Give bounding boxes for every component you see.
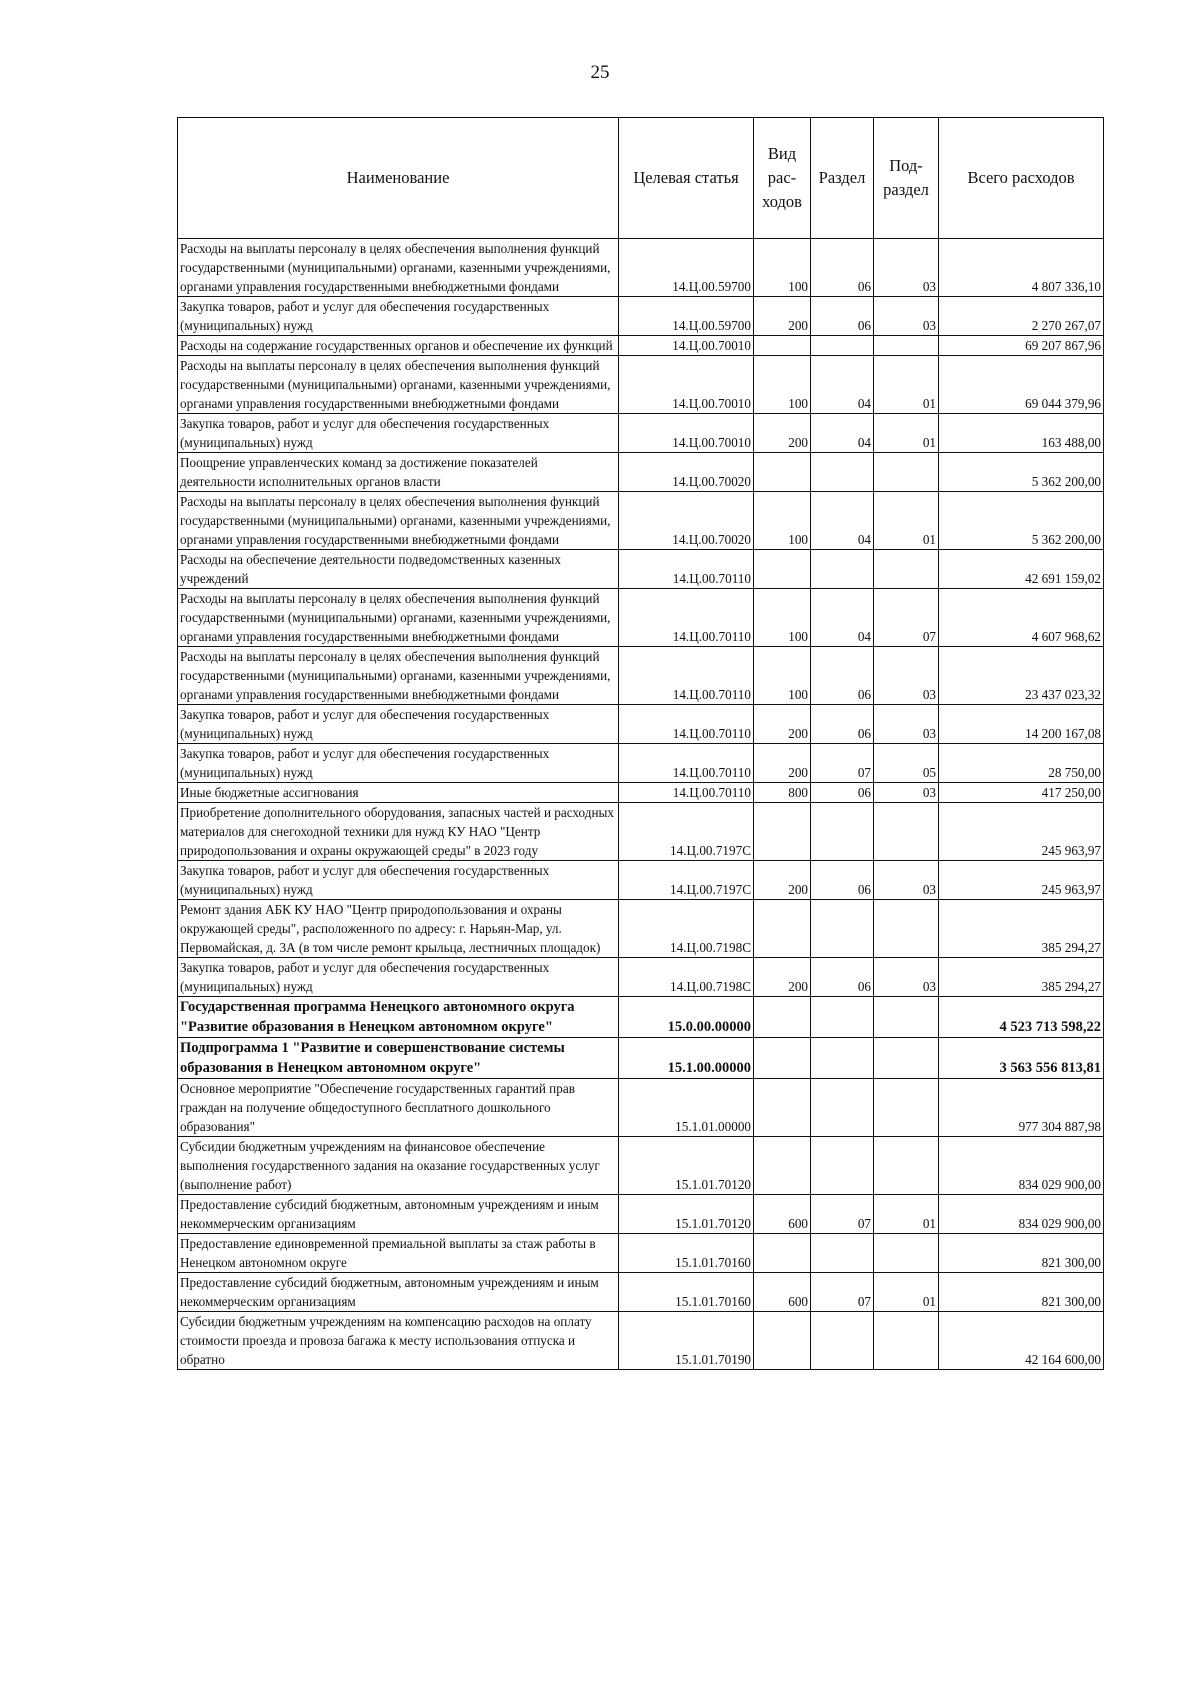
row-name: Основное мероприятие "Обеспечение государственных гарантий прав граждан на получение общедоступного бесплатного дошкольного образования" <box>178 1079 619 1137</box>
row-total: 5 362 200,00 <box>939 453 1104 492</box>
row-name: Иные бюджетные ассигнования <box>178 783 619 803</box>
table-row <box>178 356 1104 414</box>
row-subsection <box>874 1312 939 1370</box>
row-section: 06 <box>811 647 874 705</box>
row-name: Субсидии бюджетным учреждениям на финансовое обеспечение выполнения государственного задания на оказание государственных услуг (выполнение работ) <box>178 1137 619 1195</box>
row-total: 14 200 167,08 <box>939 705 1104 744</box>
row-expense-type: 100 <box>754 239 811 297</box>
row-total: 245 963,97 <box>939 861 1104 900</box>
row-section <box>811 1038 874 1079</box>
row-section <box>811 900 874 958</box>
row-subsection: 03 <box>874 647 939 705</box>
row-name: Закупка товаров, работ и услуг для обеспечения государственных (муниципальных) нужд <box>178 414 619 453</box>
table-row <box>178 705 1104 744</box>
row-total: 42 164 600,00 <box>939 1312 1104 1370</box>
row-subsection: 01 <box>874 1273 939 1312</box>
row-total: 4 607 968,62 <box>939 589 1104 647</box>
row-subsection <box>874 453 939 492</box>
table-header-row <box>178 118 1104 239</box>
row-subsection: 03 <box>874 861 939 900</box>
header-total: Всего расходов <box>939 118 1104 239</box>
row-total: 834 029 900,00 <box>939 1195 1104 1234</box>
row-target-article: 14.Ц.00.70020 <box>619 492 754 550</box>
row-total: 28 750,00 <box>939 744 1104 783</box>
row-subsection <box>874 803 939 861</box>
row-expense-type <box>754 336 811 356</box>
row-expense-type: 200 <box>754 744 811 783</box>
row-expense-type <box>754 453 811 492</box>
row-section: 06 <box>811 861 874 900</box>
row-subsection <box>874 1079 939 1137</box>
row-section: 04 <box>811 356 874 414</box>
row-name: Закупка товаров, работ и услуг для обеспечения государственных (муниципальных) нужд <box>178 705 619 744</box>
table-row <box>178 297 1104 336</box>
row-target-article: 14.Ц.00.70110 <box>619 589 754 647</box>
row-section: 06 <box>811 239 874 297</box>
row-section <box>811 1234 874 1273</box>
row-section: 04 <box>811 414 874 453</box>
row-name: Подпрограмма 1 "Развитие и совершенствование системы образования в Ненецком автономном округе" <box>178 1038 619 1079</box>
row-expense-type <box>754 900 811 958</box>
row-expense-type: 600 <box>754 1195 811 1234</box>
row-section <box>811 336 874 356</box>
table-row <box>178 647 1104 705</box>
row-target-article: 15.1.01.70120 <box>619 1137 754 1195</box>
row-name: Ремонт здания АБК КУ НАО "Центр природопользования и охраны окружающей среды", расположенного по адресу: г. Нарьян-Мар, ул. Первомайская, д. 3А (в том числе ремонт крыльца, лестничных площадок) <box>178 900 619 958</box>
row-subsection: 03 <box>874 297 939 336</box>
row-name: Поощрение управленческих команд за достижение показателей деятельности исполнительных органов власти <box>178 453 619 492</box>
row-total: 42 691 159,02 <box>939 550 1104 589</box>
row-target-article: 14.Ц.00.70110 <box>619 744 754 783</box>
table-row <box>178 1273 1104 1312</box>
row-section: 07 <box>811 744 874 783</box>
row-total: 977 304 887,98 <box>939 1079 1104 1137</box>
row-expense-type <box>754 1079 811 1137</box>
row-total: 69 207 867,96 <box>939 336 1104 356</box>
row-subsection <box>874 997 939 1038</box>
row-expense-type: 200 <box>754 297 811 336</box>
row-subsection: 07 <box>874 589 939 647</box>
row-total: 5 362 200,00 <box>939 492 1104 550</box>
table-row <box>178 453 1104 492</box>
row-name: Приобретение дополнительного оборудования, запасных частей и расходных материалов для снегоходной техники для нужд КУ НАО "Центр природопользования и охраны окружающей среды" в 2023 году <box>178 803 619 861</box>
row-total: 163 488,00 <box>939 414 1104 453</box>
row-subsection: 03 <box>874 239 939 297</box>
row-subsection: 03 <box>874 958 939 997</box>
row-target-article: 14.Ц.00.70010 <box>619 336 754 356</box>
row-subsection <box>874 1234 939 1273</box>
row-section: 07 <box>811 1195 874 1234</box>
row-expense-type: 100 <box>754 356 811 414</box>
row-subsection <box>874 550 939 589</box>
row-target-article: 15.1.01.70160 <box>619 1234 754 1273</box>
table-row <box>178 414 1104 453</box>
row-target-article: 14.Ц.00.70110 <box>619 783 754 803</box>
table-row <box>178 958 1104 997</box>
table-row <box>178 589 1104 647</box>
row-subsection: 01 <box>874 414 939 453</box>
row-name: Государственная программа Ненецкого автономного округа "Развитие образования в Ненецком автономном округе" <box>178 997 619 1038</box>
row-target-article: 14.Ц.00.7198С <box>619 958 754 997</box>
row-section <box>811 803 874 861</box>
table-row <box>178 783 1104 803</box>
row-expense-type <box>754 1234 811 1273</box>
row-name: Закупка товаров, работ и услуг для обеспечения государственных (муниципальных) нужд <box>178 861 619 900</box>
row-target-article: 15.0.00.00000 <box>619 997 754 1038</box>
table-row <box>178 1038 1104 1079</box>
row-total: 417 250,00 <box>939 783 1104 803</box>
table-row <box>178 239 1104 297</box>
row-name: Предоставление субсидий бюджетным, автономным учреждениям и иным некоммерческим организациям <box>178 1195 619 1234</box>
row-target-article: 15.1.00.00000 <box>619 1038 754 1079</box>
row-total: 3 563 556 813,81 <box>939 1038 1104 1079</box>
row-target-article: 14.Ц.00.70010 <box>619 414 754 453</box>
row-total: 385 294,27 <box>939 958 1104 997</box>
row-section: 06 <box>811 705 874 744</box>
row-name: Расходы на выплаты персоналу в целях обеспечения выполнения функций государственными (муниципальными) органами, казенными учреждениями, органами управления государственными внебюджетными фондами <box>178 239 619 297</box>
table-row <box>178 1234 1104 1273</box>
row-total: 2 270 267,07 <box>939 297 1104 336</box>
header-subsection: Под- раздел <box>874 118 939 239</box>
row-name: Расходы на выплаты персоналу в целях обеспечения выполнения функций государственными (муниципальными) органами, казенными учреждениями, органами управления государственными внебюджетными фондами <box>178 647 619 705</box>
row-expense-type <box>754 1038 811 1079</box>
header-target-article: Целевая статья <box>619 118 754 239</box>
row-subsection <box>874 1038 939 1079</box>
row-expense-type: 100 <box>754 589 811 647</box>
row-name: Закупка товаров, работ и услуг для обеспечения государственных (муниципальных) нужд <box>178 297 619 336</box>
row-total: 821 300,00 <box>939 1234 1104 1273</box>
row-subsection: 01 <box>874 356 939 414</box>
row-name: Расходы на выплаты персоналу в целях обеспечения выполнения функций государственными (муниципальными) органами, казенными учреждениями, органами управления государственными внебюджетными фондами <box>178 492 619 550</box>
row-target-article: 15.1.01.00000 <box>619 1079 754 1137</box>
row-total: 23 437 023,32 <box>939 647 1104 705</box>
table-row <box>178 336 1104 356</box>
row-expense-type <box>754 803 811 861</box>
row-name: Предоставление единовременной премиальной выплаты за стаж работы в Ненецком автономном округе <box>178 1234 619 1273</box>
table-row <box>178 1079 1104 1137</box>
budget-table <box>177 117 1104 1370</box>
row-subsection: 05 <box>874 744 939 783</box>
row-name: Расходы на выплаты персоналу в целях обеспечения выполнения функций государственными (муниципальными) органами, казенными учреждениями, органами управления государственными внебюджетными фондами <box>178 589 619 647</box>
row-target-article: 14.Ц.00.70020 <box>619 453 754 492</box>
table-row <box>178 997 1104 1038</box>
table-row <box>178 550 1104 589</box>
row-target-article: 14.Ц.00.70110 <box>619 550 754 589</box>
row-total: 4 807 336,10 <box>939 239 1104 297</box>
row-subsection: 03 <box>874 783 939 803</box>
row-expense-type <box>754 1312 811 1370</box>
row-target-article: 14.Ц.00.59700 <box>619 297 754 336</box>
row-target-article: 15.1.01.70190 <box>619 1312 754 1370</box>
row-subsection: 03 <box>874 705 939 744</box>
row-section <box>811 550 874 589</box>
row-total: 4 523 713 598,22 <box>939 997 1104 1038</box>
row-name: Предоставление субсидий бюджетным, автономным учреждениям и иным некоммерческим организациям <box>178 1273 619 1312</box>
row-section: 07 <box>811 1273 874 1312</box>
table-row <box>178 1312 1104 1370</box>
row-expense-type: 200 <box>754 414 811 453</box>
table-row <box>178 803 1104 861</box>
row-name: Расходы на выплаты персоналу в целях обеспечения выполнения функций государственными (муниципальными) органами, казенными учреждениями, органами управления государственными внебюджетными фондами <box>178 356 619 414</box>
page-number: 25 <box>590 62 610 83</box>
row-target-article: 14.Ц.00.7197С <box>619 861 754 900</box>
row-section: 04 <box>811 589 874 647</box>
row-subsection <box>874 900 939 958</box>
row-expense-type <box>754 1137 811 1195</box>
row-total: 245 963,97 <box>939 803 1104 861</box>
row-expense-type: 100 <box>754 492 811 550</box>
table-row <box>178 492 1104 550</box>
row-name: Расходы на содержание государственных органов и обеспечение их функций <box>178 336 619 356</box>
row-total: 385 294,27 <box>939 900 1104 958</box>
row-subsection <box>874 1137 939 1195</box>
row-target-article: 14.Ц.00.70110 <box>619 647 754 705</box>
table-row <box>178 744 1104 783</box>
row-name: Расходы на обеспечение деятельности подведомственных казенных учреждений <box>178 550 619 589</box>
row-section <box>811 997 874 1038</box>
row-section <box>811 1137 874 1195</box>
row-expense-type <box>754 550 811 589</box>
table-row <box>178 1195 1104 1234</box>
row-target-article: 14.Ц.00.7197С <box>619 803 754 861</box>
row-expense-type: 200 <box>754 861 811 900</box>
row-name: Закупка товаров, работ и услуг для обеспечения государственных (муниципальных) нужд <box>178 958 619 997</box>
row-expense-type: 200 <box>754 705 811 744</box>
table-row <box>178 900 1104 958</box>
row-section <box>811 453 874 492</box>
table-row <box>178 861 1104 900</box>
row-section: 04 <box>811 492 874 550</box>
row-target-article: 15.1.01.70160 <box>619 1273 754 1312</box>
row-expense-type <box>754 997 811 1038</box>
row-section <box>811 1079 874 1137</box>
row-name: Субсидии бюджетным учреждениям на компенсацию расходов на оплату стоимости проезда и провоза багажа к месту использования отпуска и обратно <box>178 1312 619 1370</box>
row-name: Закупка товаров, работ и услуг для обеспечения государственных (муниципальных) нужд <box>178 744 619 783</box>
row-subsection <box>874 336 939 356</box>
table-row <box>178 1137 1104 1195</box>
header-section: Раздел <box>811 118 874 239</box>
row-total: 834 029 900,00 <box>939 1137 1104 1195</box>
row-target-article: 14.Ц.00.70010 <box>619 356 754 414</box>
row-target-article: 14.Ц.00.59700 <box>619 239 754 297</box>
row-subsection: 01 <box>874 1195 939 1234</box>
row-target-article: 14.Ц.00.70110 <box>619 705 754 744</box>
row-expense-type: 200 <box>754 958 811 997</box>
row-expense-type: 600 <box>754 1273 811 1312</box>
header-name: Наименование <box>178 118 619 239</box>
row-subsection: 01 <box>874 492 939 550</box>
row-section: 06 <box>811 783 874 803</box>
row-target-article: 15.1.01.70120 <box>619 1195 754 1234</box>
row-total: 821 300,00 <box>939 1273 1104 1312</box>
row-total: 69 044 379,96 <box>939 356 1104 414</box>
row-expense-type: 100 <box>754 647 811 705</box>
header-expense-type: Вид рас- ходов <box>754 118 811 239</box>
row-expense-type: 800 <box>754 783 811 803</box>
row-target-article: 14.Ц.00.7198С <box>619 900 754 958</box>
row-section: 06 <box>811 958 874 997</box>
row-section <box>811 1312 874 1370</box>
row-section: 06 <box>811 297 874 336</box>
